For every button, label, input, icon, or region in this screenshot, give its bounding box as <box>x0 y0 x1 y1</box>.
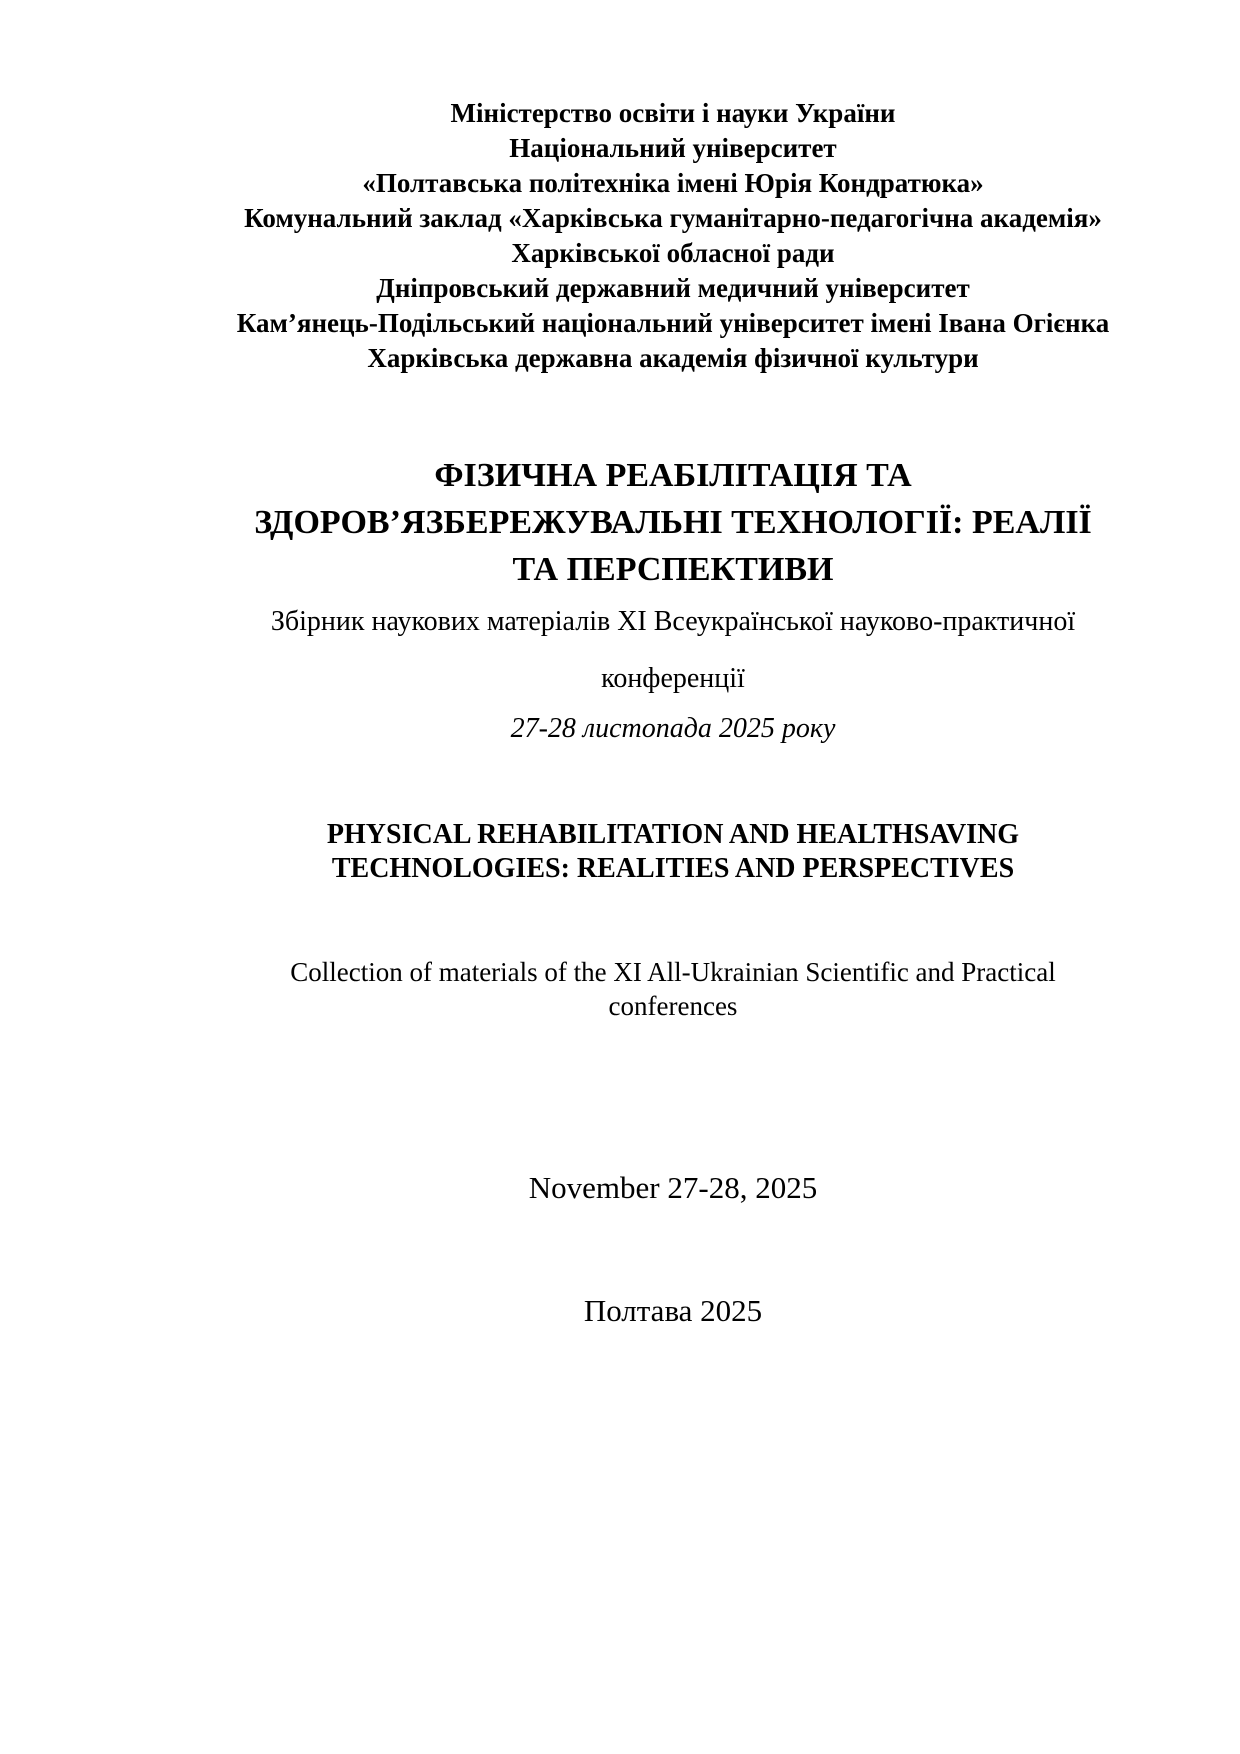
conference-date-en: November 27-28, 2025 <box>528 1170 818 1205</box>
main-title-en-line: PHYSICAL REHABILITATION AND HEALTHSAVING <box>326 819 1020 850</box>
subtitle-uk-line2: конференції <box>601 663 745 694</box>
main-title-en <box>108 818 1238 886</box>
main-title-en-line: TECHNOLOGIES: REALITIES AND PERSPECTIVES <box>331 853 1015 884</box>
conference-date-uk: 27-28 листопада 2025 року <box>510 713 836 744</box>
institution-line: Національний університет <box>509 133 837 163</box>
subtitle-en-line1: Collection of materials of the XI All-Ukrainian Scientific and Practical <box>290 957 1056 987</box>
main-title-uk <box>108 452 1238 593</box>
main-title-uk-line: ТА ПЕРСПЕКТИВИ <box>512 551 834 588</box>
institution-line: Харківської обласної ради <box>511 238 835 268</box>
subtitle-uk-line1: Збірник наукових матеріалів XI Всеукраїнської науково-практичної <box>270 606 1076 637</box>
subtitle-en-line2: conferences <box>608 991 738 1021</box>
institution-line: Дніпровський державний медичний університет <box>376 273 970 303</box>
subtitle-en <box>108 955 1238 1023</box>
main-title-uk-line: ЗДОРОВ’ЯЗБЕРЕЖУВАЛЬНІ ТЕХНОЛОГІЇ: РЕАЛІЇ <box>254 504 1092 541</box>
place-and-year: Полтава 2025 <box>583 1293 763 1328</box>
institution-line: Кам’янець-Подільський національний університет імені Івана Огієнка <box>236 308 1110 338</box>
institution-line: Комунальний заклад «Харківська гуманітарно-педагогічна академія» <box>244 203 1102 233</box>
main-title-uk-line: ФІЗИЧНА РЕАБІЛІТАЦІЯ ТА <box>434 457 912 494</box>
institution-line: «Полтавська політехніка імені Юрія Кондратюка» <box>362 168 984 198</box>
institution-line: Харківська державна академія фізичної культури <box>367 343 979 373</box>
institution-line: Міністерство освіти і науки України <box>450 98 896 128</box>
institutions-header <box>108 96 1238 376</box>
